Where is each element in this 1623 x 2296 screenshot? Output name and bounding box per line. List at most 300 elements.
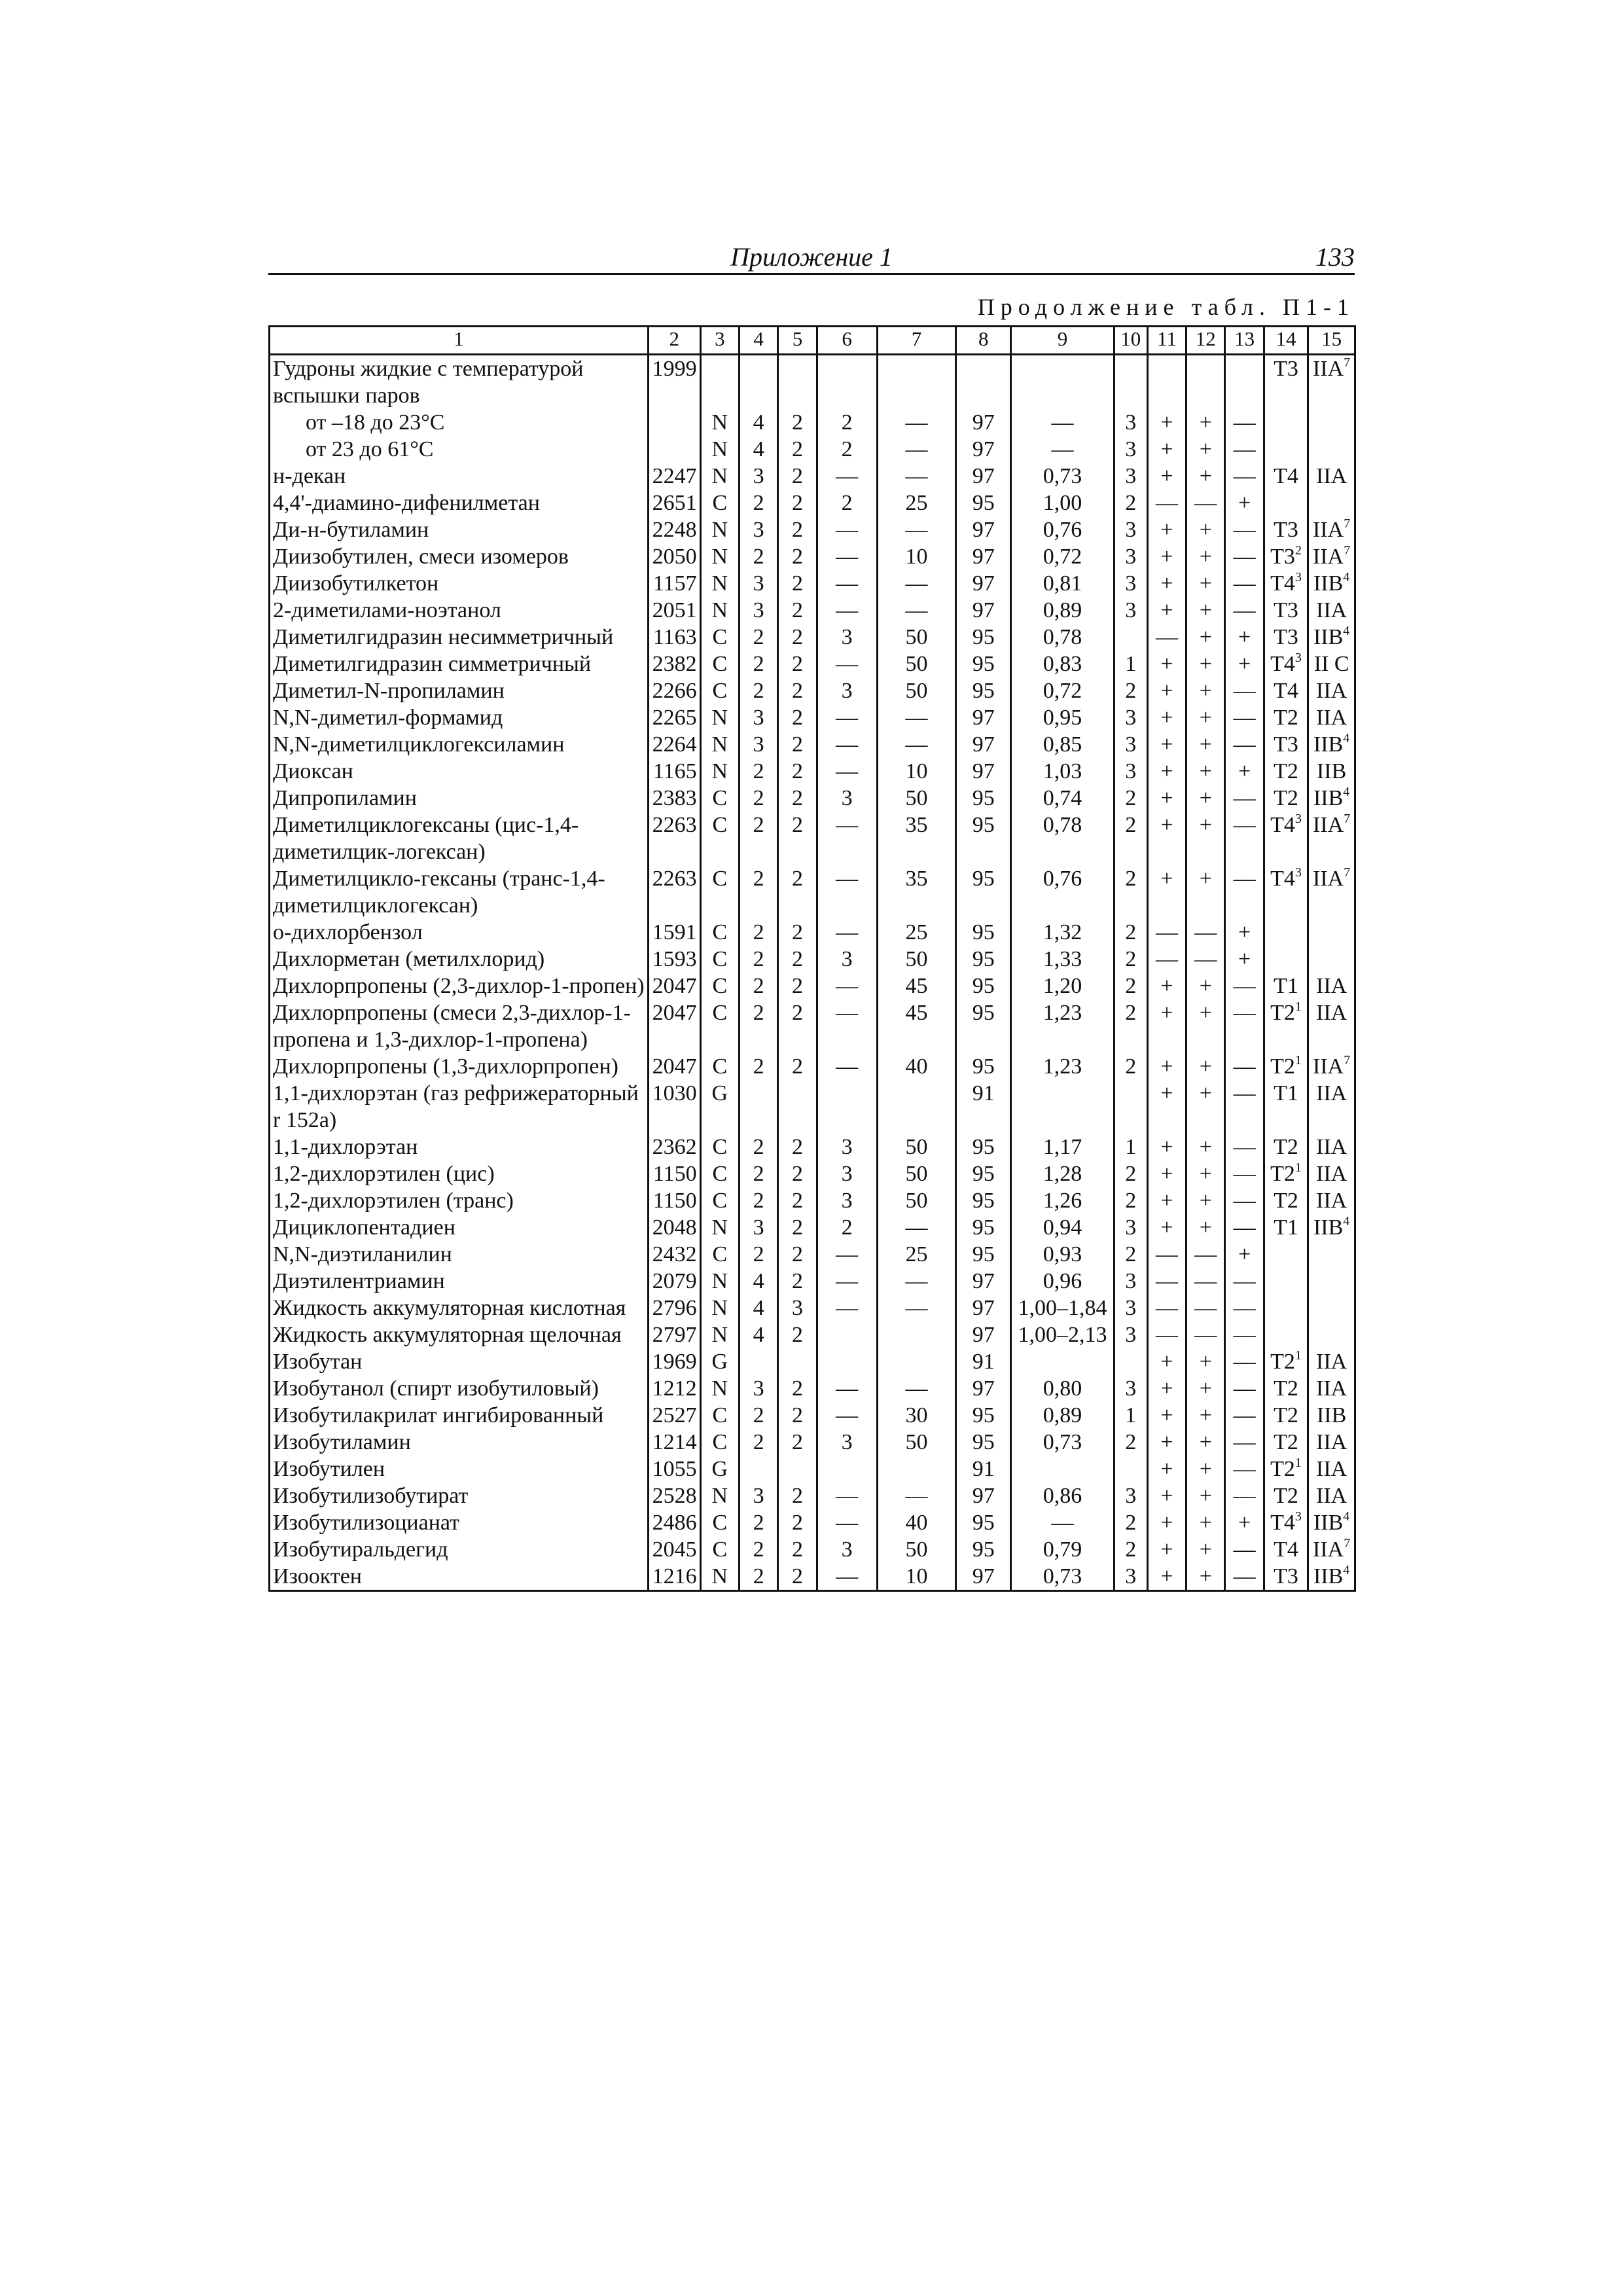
cell-value: IIA xyxy=(1316,974,1347,998)
table-row xyxy=(270,1295,1355,1321)
cell-col-14 xyxy=(1264,1563,1308,1591)
table-header-row xyxy=(270,327,1355,355)
cell-col-7: 35 xyxy=(877,865,956,919)
footnote-marker: 2 xyxy=(1294,543,1302,558)
cell-col-3: C xyxy=(700,1160,739,1187)
cell-col-10: 2 xyxy=(1114,1509,1147,1536)
cell-col-8: 97 xyxy=(956,1482,1011,1509)
cell-col-5 xyxy=(778,1456,817,1482)
cell-value: IIA xyxy=(1316,679,1347,703)
table-row xyxy=(270,463,1355,490)
cell-value: T2 xyxy=(1274,1430,1298,1454)
cell-col-14 xyxy=(1264,463,1308,490)
cell-col-5: 2 xyxy=(778,516,817,543)
cell-col-12: + xyxy=(1186,731,1225,758)
cell-col-4: 3 xyxy=(739,570,777,597)
cell-col-7: 50 xyxy=(877,785,956,812)
cell-col-10: 1 xyxy=(1114,651,1147,677)
cell-col-9: — xyxy=(1011,436,1115,463)
cell-col-4 xyxy=(739,355,777,410)
cell-col-13: — xyxy=(1225,1536,1264,1563)
cell-col-9: 0,94 xyxy=(1011,1214,1115,1241)
cell-col-15 xyxy=(1308,1241,1355,1268)
cell-col-11 xyxy=(1147,355,1186,410)
cell-value: T4 xyxy=(1274,464,1298,488)
cell-col-7 xyxy=(877,1348,956,1375)
cell-col-8: 95 xyxy=(956,946,1011,973)
cell-col-7: 50 xyxy=(877,946,956,973)
cell-col-3: N xyxy=(700,543,739,570)
table-row xyxy=(270,1563,1355,1591)
substance-name-cell: от –18 до 23°С xyxy=(270,409,649,436)
cell-value: IIA xyxy=(1313,357,1344,381)
cell-col-7: — xyxy=(877,731,956,758)
cell-col-9: 0,74 xyxy=(1011,785,1115,812)
cell-col-14 xyxy=(1264,785,1308,812)
cell-value: T3 xyxy=(1274,598,1298,622)
cell-col-5: 2 xyxy=(778,436,817,463)
cell-col-9: 1,17 xyxy=(1011,1134,1115,1160)
cell-col-4: 2 xyxy=(739,1563,777,1591)
cell-col-3: N xyxy=(700,731,739,758)
column-header: 10 xyxy=(1114,327,1147,355)
cell-col-9: 0,83 xyxy=(1011,651,1115,677)
table-row xyxy=(270,1482,1355,1509)
column-header: 11 xyxy=(1147,327,1186,355)
cell-col-14 xyxy=(1264,1214,1308,1241)
cell-col-7: 50 xyxy=(877,1429,956,1456)
cell-col-14 xyxy=(1264,651,1308,677)
cell-col-3: C xyxy=(700,490,739,516)
column-header: 3 xyxy=(700,327,739,355)
cell-col-8: 97 xyxy=(956,758,1011,785)
cell-col-10: 3 xyxy=(1114,436,1147,463)
cell-col-6: — xyxy=(817,1402,877,1429)
cell-col-11: + xyxy=(1147,463,1186,490)
cell-col-11: + xyxy=(1147,1563,1186,1591)
cell-col-11: + xyxy=(1147,1053,1186,1080)
cell-col-7: 50 xyxy=(877,624,956,651)
cell-col-3 xyxy=(700,355,739,410)
cell-value: T3 xyxy=(1274,1564,1298,1588)
cell-col-6: 3 xyxy=(817,1429,877,1456)
cell-col-5: 2 xyxy=(778,758,817,785)
cell-col-4: 3 xyxy=(739,731,777,758)
cell-col-4: 3 xyxy=(739,597,777,624)
cell-col-6: — xyxy=(817,731,877,758)
cell-value: T2 xyxy=(1274,1135,1298,1159)
cell-col-14 xyxy=(1264,570,1308,597)
cell-col-2: 1591 xyxy=(648,919,700,946)
cell-col-4: 2 xyxy=(739,1402,777,1429)
cell-col-12: + xyxy=(1186,651,1225,677)
cell-col-8: 97 xyxy=(956,570,1011,597)
cell-value: T4 xyxy=(1274,679,1298,703)
cell-col-8: 95 xyxy=(956,1402,1011,1429)
footnote-marker: 7 xyxy=(1344,812,1351,826)
cell-col-6: 3 xyxy=(817,1160,877,1187)
cell-col-3: C xyxy=(700,1241,739,1268)
cell-value: T2 xyxy=(1270,1457,1295,1481)
cell-col-7: 50 xyxy=(877,1536,956,1563)
cell-col-14 xyxy=(1264,1187,1308,1214)
cell-col-6 xyxy=(817,1456,877,1482)
cell-col-15 xyxy=(1308,436,1355,463)
table-row xyxy=(270,436,1355,463)
cell-col-2: 1216 xyxy=(648,1563,700,1591)
footnote-marker: 1 xyxy=(1294,1348,1302,1363)
cell-col-11: — xyxy=(1147,1295,1186,1321)
table-body xyxy=(270,355,1355,1591)
cell-col-7: — xyxy=(877,570,956,597)
cell-col-2: 2527 xyxy=(648,1402,700,1429)
cell-col-11: + xyxy=(1147,999,1186,1053)
substance-name-cell: Изобутилизобутират xyxy=(270,1482,649,1509)
cell-col-9: 0,85 xyxy=(1011,731,1115,758)
cell-col-8: 95 xyxy=(956,999,1011,1053)
cell-col-4: 2 xyxy=(739,543,777,570)
cell-col-12: + xyxy=(1186,1402,1225,1429)
cell-col-3: C xyxy=(700,1187,739,1214)
table-row xyxy=(270,1187,1355,1214)
cell-col-11: + xyxy=(1147,543,1186,570)
cell-col-9: 1,00 xyxy=(1011,490,1115,516)
cell-col-6: — xyxy=(817,570,877,597)
cell-col-7: — xyxy=(877,516,956,543)
cell-col-8: 97 xyxy=(956,1268,1011,1295)
cell-value: IIA xyxy=(1316,1430,1347,1454)
cell-col-9: 0,86 xyxy=(1011,1482,1115,1509)
cell-col-8: 95 xyxy=(956,785,1011,812)
cell-col-7: 40 xyxy=(877,1509,956,1536)
cell-col-2: 2047 xyxy=(648,999,700,1053)
cell-col-10: 2 xyxy=(1114,919,1147,946)
cell-col-8: 97 xyxy=(956,543,1011,570)
cell-col-4: 4 xyxy=(739,1268,777,1295)
cell-col-11: — xyxy=(1147,624,1186,651)
cell-col-4: 4 xyxy=(739,409,777,436)
table-row xyxy=(270,1080,1355,1134)
cell-value: IIA xyxy=(1316,598,1347,622)
cell-col-3: C xyxy=(700,973,739,999)
cell-col-11: + xyxy=(1147,597,1186,624)
cell-col-4: 2 xyxy=(739,812,777,865)
cell-col-5: 2 xyxy=(778,1509,817,1536)
cell-col-2: 2797 xyxy=(648,1321,700,1348)
cell-col-5 xyxy=(778,1080,817,1134)
cell-col-8: 95 xyxy=(956,1429,1011,1456)
cell-col-10: 3 xyxy=(1114,1295,1147,1321)
cell-col-4: 2 xyxy=(739,1134,777,1160)
cell-col-6 xyxy=(817,1080,877,1134)
cell-col-7: 50 xyxy=(877,1187,956,1214)
cell-col-2: 1593 xyxy=(648,946,700,973)
cell-col-2: 2266 xyxy=(648,677,700,704)
cell-value: IIA xyxy=(1316,1162,1347,1186)
cell-col-3: C xyxy=(700,651,739,677)
cell-col-8: 95 xyxy=(956,919,1011,946)
cell-col-7: 40 xyxy=(877,1053,956,1080)
cell-col-8: 95 xyxy=(956,677,1011,704)
cell-col-11: + xyxy=(1147,516,1186,543)
column-header: 13 xyxy=(1225,327,1264,355)
cell-col-9: — xyxy=(1011,409,1115,436)
cell-col-14 xyxy=(1264,1348,1308,1375)
cell-col-13: — xyxy=(1225,785,1264,812)
cell-col-14 xyxy=(1264,1482,1308,1509)
cell-col-6: — xyxy=(817,1268,877,1295)
cell-col-2: 2248 xyxy=(648,516,700,543)
substance-name-cell: Изобутан xyxy=(270,1348,649,1375)
cell-col-11: + xyxy=(1147,731,1186,758)
cell-col-10: 2 xyxy=(1114,490,1147,516)
cell-col-13: + xyxy=(1225,624,1264,651)
cell-col-6 xyxy=(817,1348,877,1375)
cell-value: T4 xyxy=(1270,571,1295,596)
cell-col-6: — xyxy=(817,597,877,624)
cell-col-8: 95 xyxy=(956,1134,1011,1160)
substance-name-cell: 1,1-дихлорэтан (газ рефрижераторный r 152a) xyxy=(270,1080,649,1134)
cell-col-15 xyxy=(1308,1053,1355,1080)
cell-col-7: — xyxy=(877,436,956,463)
footnote-marker: 7 xyxy=(1344,355,1351,370)
cell-col-15 xyxy=(1308,973,1355,999)
footnote-marker: 1 xyxy=(1294,1160,1302,1175)
cell-col-5: 2 xyxy=(778,490,817,516)
cell-col-7: 25 xyxy=(877,490,956,516)
cell-col-15 xyxy=(1308,731,1355,758)
cell-col-15 xyxy=(1308,1429,1355,1456)
cell-value: IIA xyxy=(1316,1189,1347,1213)
cell-col-8: 97 xyxy=(956,1375,1011,1402)
cell-value: T3 xyxy=(1270,545,1295,569)
cell-col-13: — xyxy=(1225,1134,1264,1160)
cell-col-11: + xyxy=(1147,1536,1186,1563)
cell-col-10: 2 xyxy=(1114,1160,1147,1187)
cell-col-6: 2 xyxy=(817,436,877,463)
cell-col-4: 2 xyxy=(739,624,777,651)
cell-col-14 xyxy=(1264,731,1308,758)
cell-col-6: — xyxy=(817,543,877,570)
cell-value: T1 xyxy=(1274,974,1298,998)
cell-col-2: 1150 xyxy=(648,1187,700,1214)
substance-name-cell: N,N-диметил-формамид xyxy=(270,704,649,731)
cell-col-10: 2 xyxy=(1114,1536,1147,1563)
cell-col-13: — xyxy=(1225,1321,1264,1348)
cell-col-7: 10 xyxy=(877,543,956,570)
cell-col-8: 95 xyxy=(956,1214,1011,1241)
cell-col-12: + xyxy=(1186,1348,1225,1375)
cell-value: IIB xyxy=(1313,1511,1344,1535)
cell-col-6: — xyxy=(817,999,877,1053)
cell-col-9: 1,00–2,13 xyxy=(1011,1321,1115,1348)
footnote-marker: 1 xyxy=(1294,1053,1302,1067)
cell-value: T4 xyxy=(1270,813,1295,837)
cell-col-11: + xyxy=(1147,1375,1186,1402)
substance-name-cell: Дипропиламин xyxy=(270,785,649,812)
cell-col-12: — xyxy=(1186,919,1225,946)
cell-col-15 xyxy=(1308,1509,1355,1536)
cell-col-6: — xyxy=(817,812,877,865)
substance-name-cell: Диизобутилен, смеси изомеров xyxy=(270,543,649,570)
cell-col-5: 2 xyxy=(778,812,817,865)
cell-col-8: 97 xyxy=(956,1295,1011,1321)
cell-col-7: — xyxy=(877,1214,956,1241)
cell-col-3: N xyxy=(700,516,739,543)
cell-col-5: 2 xyxy=(778,704,817,731)
cell-col-13: — xyxy=(1225,1563,1264,1591)
cell-col-14 xyxy=(1264,624,1308,651)
cell-value: T2 xyxy=(1274,759,1298,783)
cell-col-12: + xyxy=(1186,570,1225,597)
cell-col-9: 0,81 xyxy=(1011,570,1115,597)
cell-col-8: 97 xyxy=(956,409,1011,436)
cell-col-2: 2383 xyxy=(648,785,700,812)
cell-col-5: 2 xyxy=(778,677,817,704)
cell-col-3: C xyxy=(700,919,739,946)
cell-col-10: 3 xyxy=(1114,409,1147,436)
cell-value: IIB xyxy=(1316,759,1347,783)
cell-col-2: 2051 xyxy=(648,597,700,624)
table-row xyxy=(270,1375,1355,1402)
cell-col-12: + xyxy=(1186,812,1225,865)
column-header: 4 xyxy=(739,327,777,355)
cell-col-14 xyxy=(1264,999,1308,1053)
substance-name-cell: Изобутиральдегид xyxy=(270,1536,649,1563)
substance-name-cell: Ди-н-бутиламин xyxy=(270,516,649,543)
cell-col-9: 0,78 xyxy=(1011,812,1115,865)
cell-col-13: — xyxy=(1225,463,1264,490)
cell-value: T2 xyxy=(1274,786,1298,810)
cell-col-7: 25 xyxy=(877,919,956,946)
cell-value: T2 xyxy=(1274,1484,1298,1508)
cell-col-12: + xyxy=(1186,463,1225,490)
cell-col-12: — xyxy=(1186,1241,1225,1268)
cell-col-10: 2 xyxy=(1114,1187,1147,1214)
cell-col-15 xyxy=(1308,1375,1355,1402)
column-header: 2 xyxy=(648,327,700,355)
cell-col-5: 2 xyxy=(778,624,817,651)
column-header: 8 xyxy=(956,327,1011,355)
cell-value: IIA xyxy=(1316,1001,1347,1025)
substance-name-cell: Изобутиламин xyxy=(270,1429,649,1456)
cell-col-3: N xyxy=(700,1295,739,1321)
cell-col-14 xyxy=(1264,1053,1308,1080)
footnote-marker: 1 xyxy=(1294,999,1302,1014)
cell-col-9: 0,89 xyxy=(1011,1402,1115,1429)
cell-col-4: 4 xyxy=(739,1295,777,1321)
cell-col-11: + xyxy=(1147,1080,1186,1134)
cell-col-6: — xyxy=(817,463,877,490)
cell-col-15 xyxy=(1308,1456,1355,1482)
cell-col-13 xyxy=(1225,355,1264,410)
cell-col-3: C xyxy=(700,1053,739,1080)
cell-col-12: + xyxy=(1186,1456,1225,1482)
cell-col-4: 4 xyxy=(739,1321,777,1348)
cell-col-15 xyxy=(1308,865,1355,919)
cell-col-12: + xyxy=(1186,624,1225,651)
cell-col-9: 0,76 xyxy=(1011,865,1115,919)
cell-col-3: C xyxy=(700,946,739,973)
cell-value: IIB xyxy=(1316,1403,1347,1427)
cell-col-3: C xyxy=(700,812,739,865)
cell-col-6: 2 xyxy=(817,409,877,436)
cell-value: IIB xyxy=(1313,1215,1344,1240)
cell-col-15 xyxy=(1308,1134,1355,1160)
cell-col-5: 2 xyxy=(778,463,817,490)
cell-col-15 xyxy=(1308,1187,1355,1214)
cell-col-14 xyxy=(1264,597,1308,624)
substance-name-cell: Диоксан xyxy=(270,758,649,785)
cell-col-6: — xyxy=(817,919,877,946)
cell-col-2 xyxy=(648,409,700,436)
cell-col-14 xyxy=(1264,543,1308,570)
table-row xyxy=(270,758,1355,785)
cell-col-11: + xyxy=(1147,570,1186,597)
cell-col-7 xyxy=(877,1321,956,1348)
table-row xyxy=(270,946,1355,973)
column-header: 5 xyxy=(778,327,817,355)
cell-col-13: — xyxy=(1225,1160,1264,1187)
cell-col-2: 2651 xyxy=(648,490,700,516)
cell-value: IIA xyxy=(1313,813,1344,837)
cell-col-6: — xyxy=(817,1375,877,1402)
cell-col-3: C xyxy=(700,865,739,919)
cell-col-13: — xyxy=(1225,1482,1264,1509)
cell-col-10: 3 xyxy=(1114,731,1147,758)
cell-col-6 xyxy=(817,355,877,410)
cell-col-3: C xyxy=(700,1134,739,1160)
cell-col-12: + xyxy=(1186,1160,1225,1187)
cell-col-15 xyxy=(1308,1080,1355,1134)
cell-col-14 xyxy=(1264,1295,1308,1321)
cell-col-14 xyxy=(1264,1268,1308,1295)
table-row xyxy=(270,1348,1355,1375)
substance-name-cell: Дихлорметан (метилхлорид) xyxy=(270,946,649,973)
cell-col-4: 2 xyxy=(739,677,777,704)
cell-col-7: — xyxy=(877,1295,956,1321)
cell-col-10: 3 xyxy=(1114,1563,1147,1591)
table-row xyxy=(270,704,1355,731)
footnote-marker: 1 xyxy=(1294,1456,1302,1470)
cell-col-10 xyxy=(1114,624,1147,651)
cell-col-14 xyxy=(1264,436,1308,463)
table-row xyxy=(270,1053,1355,1080)
cell-value: IIB xyxy=(1313,1564,1344,1588)
cell-col-13: + xyxy=(1225,946,1264,973)
cell-col-3: C xyxy=(700,1509,739,1536)
cell-col-9: 1,28 xyxy=(1011,1160,1115,1187)
table-row xyxy=(270,597,1355,624)
cell-col-4: 2 xyxy=(739,1241,777,1268)
substance-name-cell: Жидкость аккумуляторная щелочная xyxy=(270,1321,649,1348)
cell-col-9: 1,26 xyxy=(1011,1187,1115,1214)
cell-col-10: 1 xyxy=(1114,1402,1147,1429)
cell-col-3: C xyxy=(700,1536,739,1563)
cell-col-7: 25 xyxy=(877,1241,956,1268)
cell-col-3: G xyxy=(700,1348,739,1375)
table-row xyxy=(270,973,1355,999)
cell-col-3: G xyxy=(700,1080,739,1134)
cell-value: T2 xyxy=(1270,1162,1295,1186)
cell-col-11: + xyxy=(1147,1429,1186,1456)
cell-col-2 xyxy=(648,436,700,463)
cell-col-10: 2 xyxy=(1114,1429,1147,1456)
cell-col-3: N xyxy=(700,1563,739,1591)
cell-col-8: 95 xyxy=(956,1241,1011,1268)
cell-col-6: 2 xyxy=(817,490,877,516)
cell-col-9: 1,20 xyxy=(1011,973,1115,999)
